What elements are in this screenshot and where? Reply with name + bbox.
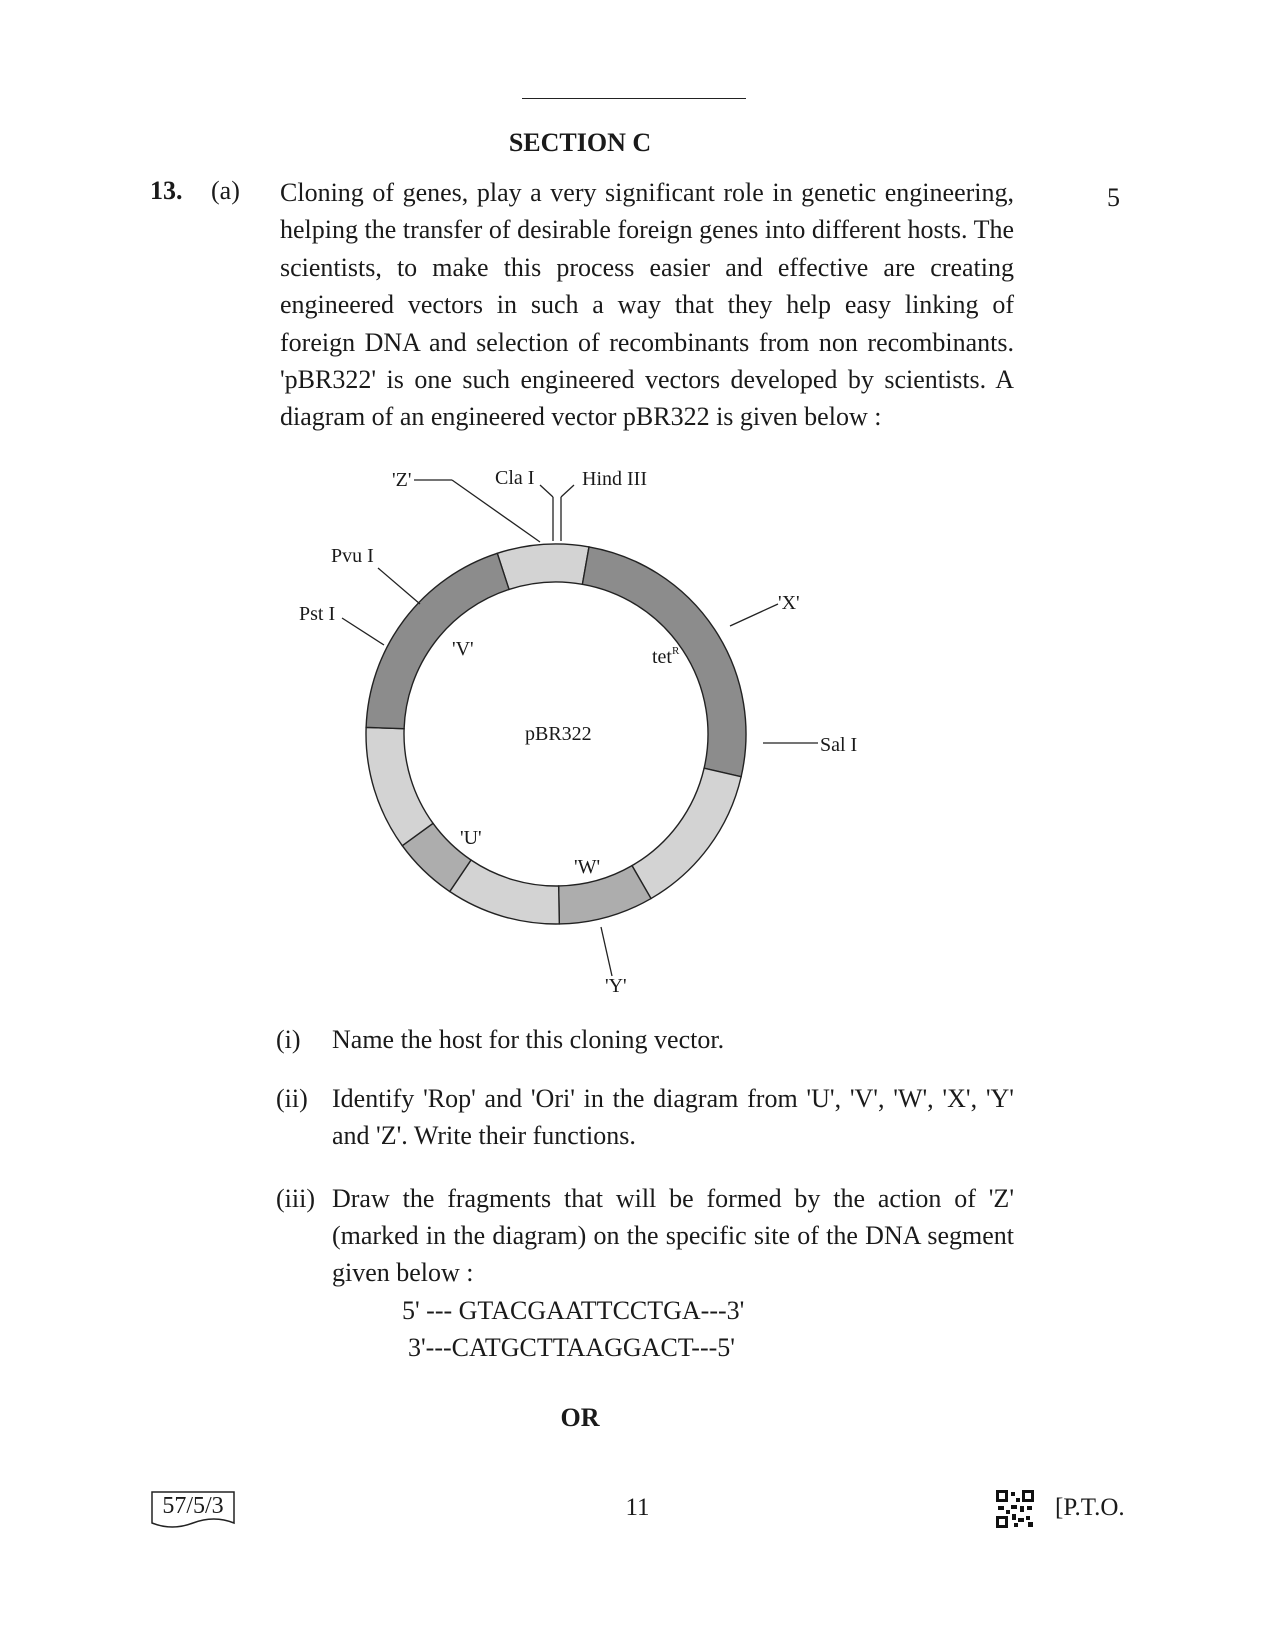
label-cla-i: Cla I: [495, 467, 535, 489]
segment-bottom-mid: [559, 866, 651, 924]
label-u: 'U': [460, 827, 482, 849]
label-x: 'X': [778, 592, 800, 614]
or-divider: OR: [560, 1403, 600, 1432]
label-sal-i: Sal I: [820, 734, 858, 756]
plasmid-center-label: pBR322: [525, 723, 592, 745]
label-hind-iii: Hind III: [582, 468, 647, 490]
dna-strand-top: 5' --- GTACGAATTCCTGA---3': [402, 1296, 745, 1325]
label-v: 'V': [452, 638, 474, 660]
label-pvu-i: Pvu I: [331, 545, 374, 567]
subquestion-2-text: Identify 'Rop' and 'Ori' in the diagram from 'U', 'V', 'W', 'X', 'Y' and 'Z'. Write their functions.: [332, 1084, 1014, 1150]
subquestion-3-text: Draw the fragments that will be formed by the action of 'Z' (marked in the diagram) on the specific site of the DNA segment given below :: [332, 1184, 1014, 1287]
segment-v: [366, 553, 509, 728]
label-z: 'Z': [392, 469, 412, 491]
question-number: 13.: [150, 176, 183, 205]
label-tet-r: [652, 645, 680, 668]
question-part: (a): [211, 176, 240, 205]
subquestion-2-label: (ii): [276, 1084, 308, 1113]
subquestion-3-label: (iii): [276, 1184, 315, 1213]
tet-superscript: R: [672, 645, 680, 657]
qr-code-icon: [996, 1490, 1034, 1528]
paper-code-text: 57/5/3: [162, 1493, 224, 1519]
question-marks: 5: [1107, 183, 1120, 212]
segment-lower-right-light: [632, 768, 741, 898]
segment-bottom-light: [450, 860, 560, 924]
tet-text: tet: [652, 646, 672, 668]
page-number: 11: [625, 1494, 650, 1521]
segment-left-light: [366, 727, 433, 845]
subquestion-1-label: (i): [276, 1025, 301, 1054]
label-y: 'Y': [605, 975, 627, 997]
segment-top-light: [497, 544, 589, 589]
section-title: SECTION C: [508, 128, 652, 157]
dna-strand-bottom: 3'---CATGCTTAAGGACT---5': [408, 1333, 735, 1362]
please-turn-over: [P.T.O.: [1055, 1494, 1125, 1521]
question-paragraph: Cloning of genes, play a very significant role in genetic engineering, helping the transfer of desirable foreign genes into different hosts. The scientists, to make this process easier and effective are creating engineered vectors in such a way that they help easy linking of foreign DNA and selection of recombinants from non recombinants. 'pBR322' is one such engineered vectors developed by scientists. A diagram of an engineered vector pBR322 is given below :: [280, 178, 1014, 432]
label-w: 'W': [574, 856, 601, 878]
subquestion-1-text: Name the host for this cloning vector.: [332, 1025, 725, 1054]
label-pst-i: Pst I: [299, 603, 336, 625]
